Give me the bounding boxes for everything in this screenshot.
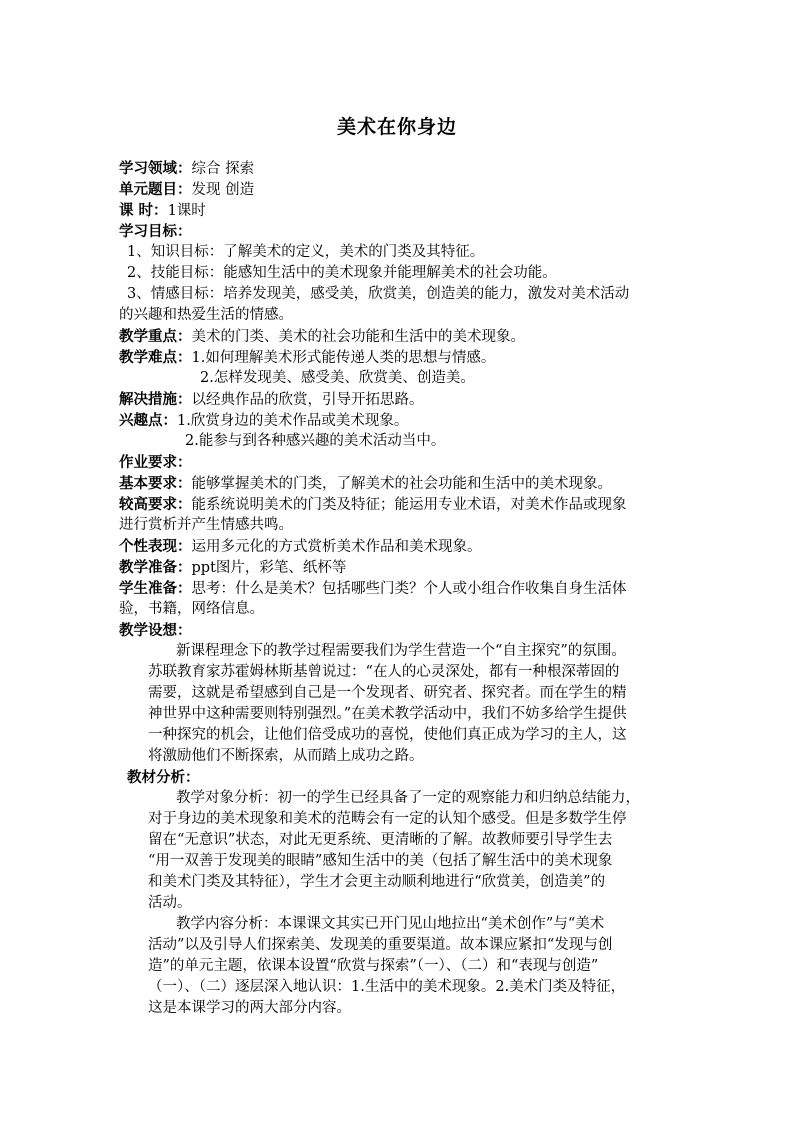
- objective-item: 1、知识目标：了解美术的定义，美术的门类及其特征。: [127, 244, 485, 260]
- analysis-line: （一）、（二）逐层深入地认识：1.生活中的美术现象。2.美术门类及特征，: [148, 979, 626, 995]
- design-line: 苏联教育家苏霍姆林斯基曾说过：“在人的心灵深处，都有一种根深蒂固的: [148, 664, 620, 680]
- objectives-label: 学习目标：: [119, 223, 192, 240]
- key-row: [119, 326, 525, 348]
- teacher-prep-value: ppt图片，彩笔、纸杯等: [191, 560, 347, 576]
- student-prep-row: [119, 578, 627, 600]
- student-prep-label: 学生准备：: [119, 580, 192, 597]
- basic-value: 能够掌握美术的门类，了解美术的社会功能和生活中的美术现象。: [191, 476, 612, 492]
- objective-item: 2、技能目标：能感知生活中的美术现象并能理解美术的社会功能。: [127, 265, 557, 281]
- design-line: 将激励他们不断探索，从而踏上成功之路。: [148, 748, 424, 764]
- student-prep-value: 思考：什么是美术？包括哪些门类？个人或小组合作收集自身生活体: [191, 581, 627, 597]
- key-value: 美术的门类、美术的社会功能和生活中的美术现象。: [191, 329, 525, 345]
- higher-label: 较高要求：: [119, 496, 192, 513]
- analysis-line: 活动”以及引导人们探索美、发现美的重要渠道。故本课应紧扣“发现与创: [148, 937, 613, 953]
- analysis-line: 这是本课学习的两大部分内容。: [148, 1000, 351, 1016]
- page-title: 美术在你身边: [336, 116, 457, 138]
- analysis-line: 教学对象分析：初一的学生已经具备了一定的观察能力和归纳总结能力，: [176, 790, 640, 806]
- design-line: 新课程理念下的教学过程需要我们为学生营造一个“自主探究”的氛围。: [176, 643, 626, 659]
- higher-row: [119, 494, 627, 516]
- objective-item: 3、情感目标：培养发现美，感受美，欣赏美，创造美的能力，激发对美术活动: [127, 286, 630, 302]
- period-value: 1课时: [167, 203, 206, 219]
- personal-row: [119, 536, 482, 558]
- unit-row: [119, 179, 254, 201]
- higher-cont: 进行赏析并产生情感共鸣。: [119, 517, 293, 533]
- unit-label: 单元题目：: [119, 181, 192, 198]
- teacher-prep-label: 教学准备：: [119, 559, 192, 576]
- difficulty-item: 2.怎样发现美、感受美、欣赏美、创造美。: [200, 370, 475, 386]
- period-label: 课 时：: [119, 202, 168, 219]
- interest-row: [119, 410, 408, 432]
- difficulty-row: [119, 347, 495, 369]
- analysis-line: 教学内容分析：本课课文其实已开门见山地拉出“美术创作”与“美术: [176, 916, 605, 932]
- analysis-line: 和美术门类及其特征），学生才会更主动顺利地进行“欣赏美，创造美”的: [148, 874, 606, 890]
- basic-label: 基本要求：: [119, 475, 192, 492]
- analysis-line: 对于身边的美术现象和美术的范畴会有一定的认知个感受。但是多数学生停: [148, 811, 627, 827]
- interest-item: 1.欣赏身边的美术作品或美术现象。: [177, 413, 409, 429]
- objective-item: 的兴趣和热爱生活的情感。: [119, 307, 293, 323]
- area-value: 综合 探索: [191, 161, 255, 177]
- personal-label: 个性表现：: [119, 538, 192, 555]
- area-label: 学习领域：: [119, 160, 192, 177]
- solution-value: 以经典作品的欣赏，引导开拓思路。: [191, 392, 424, 408]
- analysis-line: 活动。: [148, 895, 192, 911]
- student-prep-cont: 验，书籍，网络信息。: [119, 601, 264, 617]
- analysis-line: “用一双善于发现美的眼睛”感知生活中的美（包括了解生活中的美术现象: [148, 853, 613, 869]
- basic-row: [119, 473, 612, 495]
- analysis-label: 教材分析：: [127, 769, 200, 786]
- solution-row: [119, 389, 424, 411]
- interest-label: 兴趣点：: [119, 412, 177, 429]
- personal-value: 运用多元化的方式赏析美术作品和美术现象。: [191, 539, 482, 555]
- homework-label: 作业要求：: [119, 454, 192, 471]
- period-row: [119, 200, 206, 222]
- solution-label: 解决措施：: [119, 391, 192, 408]
- area-row: [119, 158, 254, 180]
- interest-item: 2.能参与到各种感兴趣的美术活动当中。: [185, 433, 446, 449]
- unit-value: 发现 创造: [191, 182, 255, 198]
- design-line: 需要，这就是希望感到自己是一个发现者、研究者、探究者。而在学生的精: [148, 685, 627, 701]
- difficulty-item: 1.如何理解美术形式能传递人类的思想与情感。: [191, 350, 496, 366]
- design-line: 一种探究的机会，让他们倍受成功的喜悦，使他们真正成为学习的主人，这: [148, 727, 627, 743]
- key-label: 教学重点：: [119, 328, 192, 345]
- difficulty-label: 教学难点：: [119, 349, 192, 366]
- teacher-prep-row: [119, 557, 346, 579]
- design-label: 教学设想：: [119, 622, 192, 639]
- higher-value: 能系统说明美术的门类及特征；能运用专业术语，对美术作品或现象: [191, 497, 627, 513]
- analysis-line: 造”的单元主题，依课本设置“欣赏与探索”（一）、（二）和“表现与创造”: [148, 958, 599, 974]
- design-line: 神世界中这种需要则特别强烈。”在美术教学活动中，我们不妨多给学生提供: [148, 706, 627, 722]
- analysis-line: 留在“无意识”状态，对此无更系统、更清晰的了解。故教师要引导学生去: [148, 832, 613, 848]
